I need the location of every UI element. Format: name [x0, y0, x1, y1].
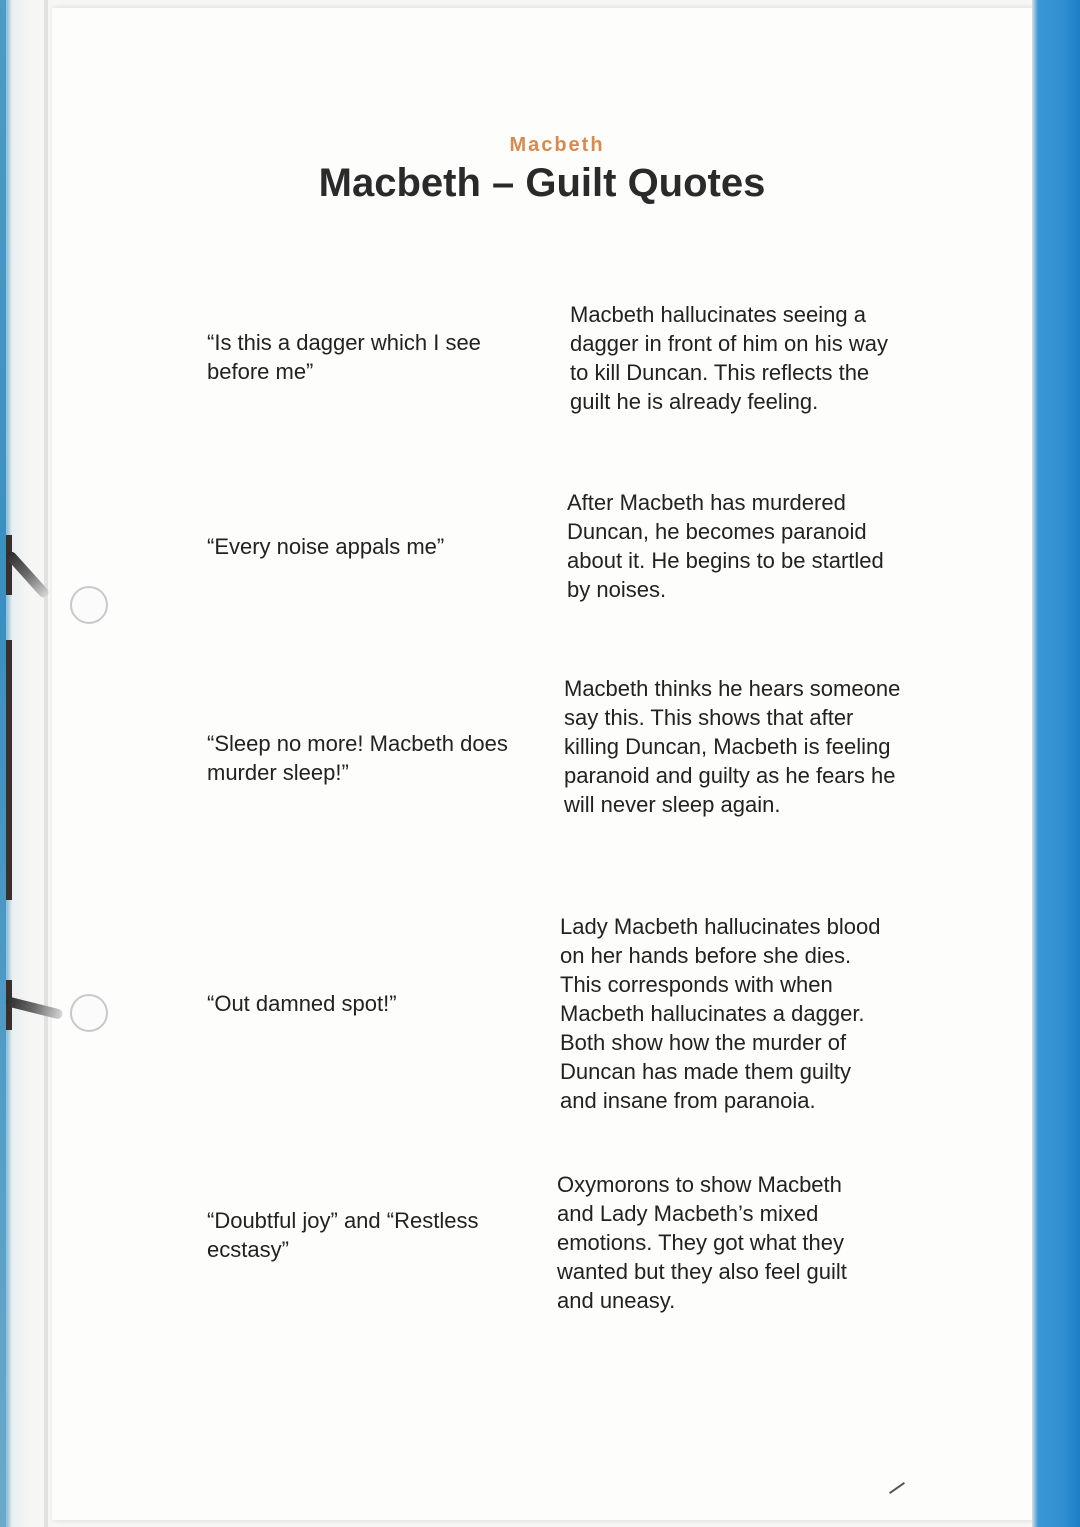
quote-explanation: Lady Macbeth hallucinates blood on her hands before she dies. This corresponds with when Macbeth hallucinates a dagger. Both show how the murder of Duncan has made them guilty and insane from paranoia. [560, 914, 881, 1113]
quote-text: “Sleep no more! Macbeth does murder sleep!” [207, 731, 508, 785]
quote-explanation: Macbeth thinks he hears someone say this. This shows that after killing Duncan, Macbeth is feeling paranoid and guilty as he fears he will never sleep again. [564, 676, 901, 817]
binder-spine-middle [6, 640, 12, 900]
quote-text: “Doubtful joy” and “Restless ecstasy” [207, 1208, 479, 1262]
worksheet-header [52, 134, 1032, 206]
quote-explanation: Macbeth hallucinates seeing a dagger in front of him on his way to kill Duncan. This reflects the guilt he is already feeling. [570, 302, 888, 414]
quote-explanation: After Macbeth has murdered Duncan, he becomes paranoid about it. He begins to be startled by noises. [567, 490, 884, 602]
page-title: Macbeth – Guilt Quotes [318, 161, 766, 205]
quote-text: “Out damned spot!” [207, 991, 397, 1016]
blue-divider-tab [1032, 0, 1080, 1527]
quote-text: “Every noise appals me” [207, 534, 445, 559]
binder-strip [44, 0, 48, 1527]
punch-hole-bottom [70, 994, 108, 1032]
quote-text: “Is this a dagger which I see before me” [207, 330, 481, 384]
subject-label: Macbeth [509, 134, 605, 156]
quote-explanation: Oxymorons to show Macbeth and Lady Macbeth’s mixed emotions. They got what they wanted but they also feel guilt and uneasy. [557, 1172, 847, 1313]
punch-hole-top [70, 586, 108, 624]
